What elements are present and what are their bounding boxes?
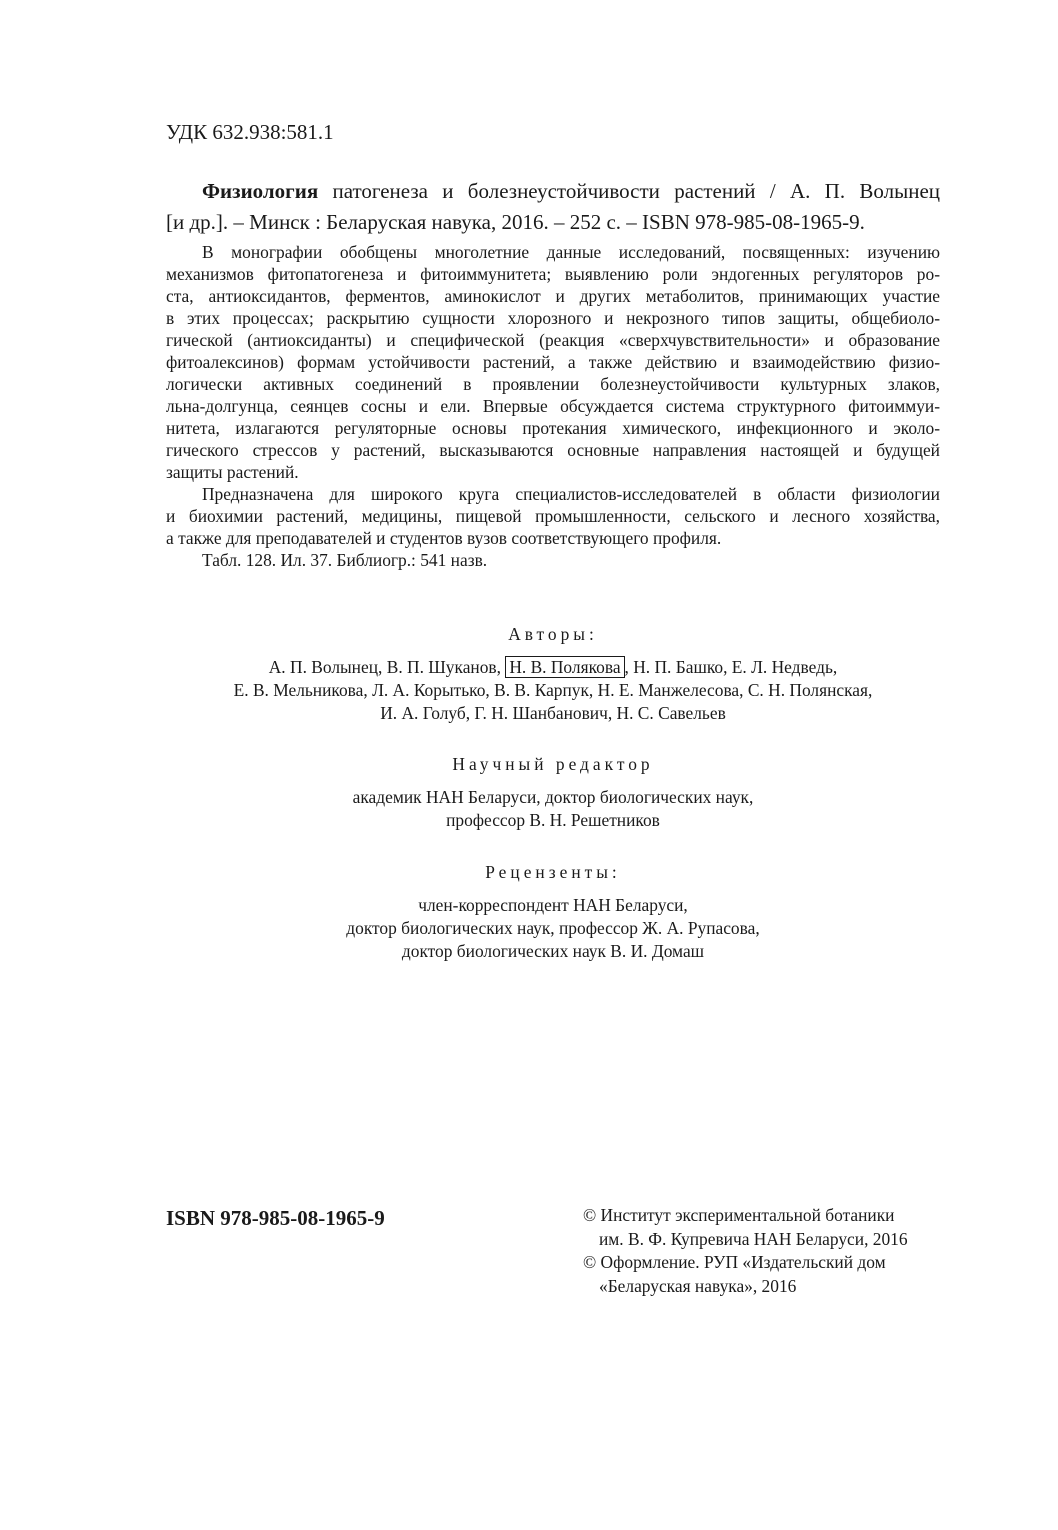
abstract-line: гического стрессов у растений, высказываются основные направления настоящей и будущей bbox=[166, 440, 940, 460]
reviewers-line-1: член-корреспондент НАН Беларуси, bbox=[418, 895, 688, 915]
authors-line-1 bbox=[166, 656, 940, 679]
biblio-line-1-rest: патогенеза и болезнеустойчивости растений / А. П. Волынец bbox=[318, 179, 940, 203]
copyright-line-4: «Беларуская навука», 2016 bbox=[599, 1275, 797, 1296]
authors-heading: Авторы: bbox=[508, 624, 598, 644]
abstract-paragraph-1 bbox=[166, 241, 940, 483]
abstract-line: Предназначена для широкого круга специалистов-исследователей в области физиологии bbox=[202, 484, 940, 504]
copyright-line-2: им. В. Ф. Купревича НАН Беларуси, 2016 bbox=[599, 1228, 908, 1249]
abstract-paragraph-2 bbox=[166, 483, 940, 549]
abstract-line: а также для преподавателей и студентов вузов соответствующего профиля. bbox=[166, 528, 722, 548]
reviewers-line-3: доктор биологических наук В. И. Домаш bbox=[401, 941, 705, 961]
abstract-line: ста, антиоксидантов, ферментов, аминокислот и других метаболитов, принимающих участие bbox=[166, 286, 940, 306]
copyright-line-1: © Институт экспериментальной ботаники bbox=[583, 1205, 895, 1225]
abstract-line: нитета, излагаются регуляторные основы протекания химического, инфекционного и эколо- bbox=[166, 418, 940, 438]
boxed-author-name: Н. В. Полякова bbox=[505, 656, 624, 678]
authors-line-2: Е. В. Мельникова, Л. А. Корытько, В. В. Карпук, Н. Е. Манжелесова, С. Н. Полянская, bbox=[233, 680, 873, 700]
abstract-line: фитоалексинов) формам устойчивости растений, а также действию и взаимодействию физио- bbox=[166, 352, 940, 372]
abstract-line: и биохимии растений, медицины, пищевой промышленности, сельского и лесного хозяйства, bbox=[166, 506, 940, 526]
editor-line-1: академик НАН Беларуси, доктор биологических наук, bbox=[352, 787, 754, 807]
authors-section bbox=[166, 623, 940, 725]
authors-line-1-b: , Н. П. Башко, Е. Л. Недведь, bbox=[624, 657, 838, 677]
abstract-line: В монографии обобщены многолетние данные исследований, посвященных: изучению bbox=[202, 242, 940, 262]
reviewers-heading: Рецензенты: bbox=[485, 862, 621, 882]
abstract-line: механизмов фитопатогенеза и фитоиммунитета; выявлению роли эндогенных регуляторов ро- bbox=[166, 264, 940, 284]
copyright-block bbox=[583, 1204, 908, 1298]
editor-heading: Научный редактор bbox=[452, 754, 654, 774]
authors-line-1-a: А. П. Волынец, В. П. Шуканов, bbox=[268, 657, 506, 677]
book-title-bold: Физиология bbox=[202, 179, 319, 203]
abstract-line: гической (антиоксиданты) и специфической (реакция «сверхчувствительности» и образование bbox=[166, 330, 940, 350]
biblio-line-1 bbox=[166, 176, 940, 207]
abstract-line: в этих процессах; раскрытию сущности хлорозного и некрозного типов защиты, общебиоло- bbox=[166, 308, 940, 328]
udk-code: УДК 632.938:581.1 bbox=[166, 120, 334, 144]
reviewers-line-2: доктор биологических наук, профессор Ж. А. Рупасова, bbox=[346, 918, 760, 938]
abstract-line: льна-долгунца, сеянцев сосны и ели. Впервые обсуждается система структурного фитоиммуи- bbox=[166, 396, 940, 416]
authors-line-3: И. А. Голуб, Г. Н. Шанбанович, Н. С. Савельев bbox=[380, 703, 726, 723]
editor-section bbox=[166, 753, 940, 832]
tables-illustrations-count: Табл. 128. Ил. 37. Библиогр.: 541 назв. bbox=[202, 550, 488, 570]
abstract-line: логически активных соединений в проявлении болезнеустойчивости культурных злаков, bbox=[166, 374, 940, 394]
abstract-paragraph-3 bbox=[166, 549, 940, 571]
reviewers-section bbox=[166, 861, 940, 963]
abstract bbox=[166, 241, 940, 571]
biblio-line-2: [и др.]. – Минск : Беларуская навука, 2016. – 252 с. – ISBN 978-985-08-1965-9. bbox=[166, 210, 865, 234]
isbn: ISBN 978-985-08-1965-9 bbox=[166, 1206, 385, 1230]
copyright-line-3: © Оформление. РУП «Издательский дом bbox=[583, 1252, 886, 1272]
abstract-line: защиты растений. bbox=[166, 462, 299, 482]
editor-line-2: профессор В. Н. Решетников bbox=[446, 810, 660, 830]
bibliographic-record bbox=[166, 176, 940, 238]
